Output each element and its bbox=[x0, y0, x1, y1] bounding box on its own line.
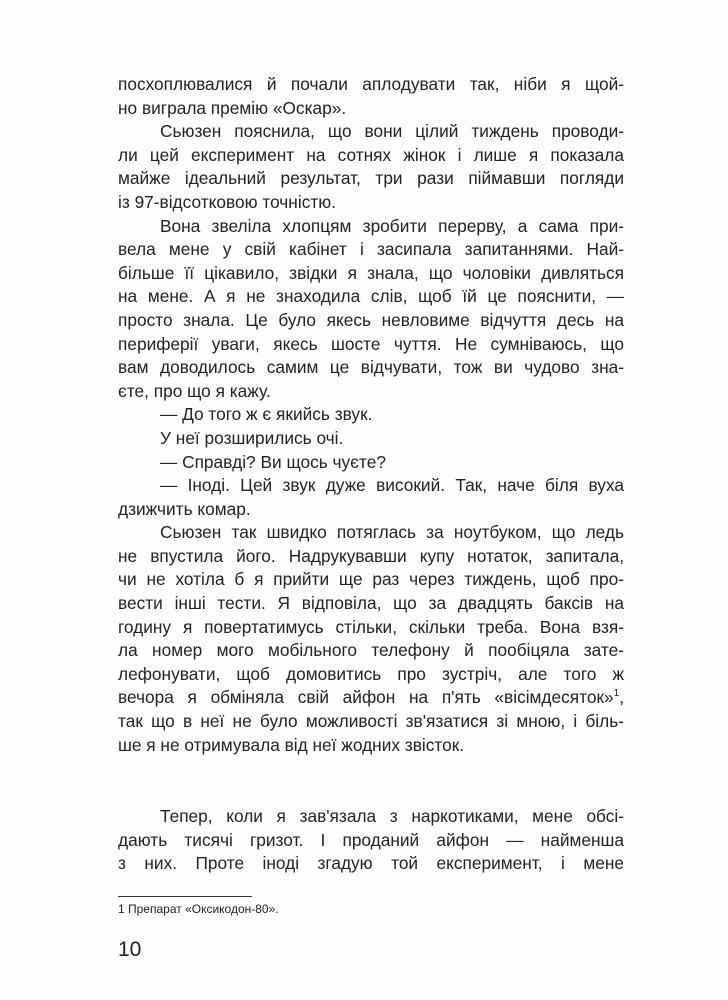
line-text: ли цей експеримент на сотнях жінок і лише я показала bbox=[118, 144, 624, 165]
line-text: більше її цікавило, звідки я знала, що чоловіки дивляться bbox=[118, 262, 624, 283]
text-line bbox=[118, 852, 624, 876]
line-text: на мене. А я не знаходила слів, щоб їй це пояснити, — bbox=[118, 286, 624, 307]
line-text: посхоплювалися й почали аплодувати так, ніби я щой- bbox=[118, 74, 624, 94]
line-text: лефонувати, щоб домовитись про зустріч, але того ж bbox=[118, 663, 624, 684]
text-line: вечора я обміняла свій айфон на п'ять «вісімдесяток»$^1$, bbox=[118, 687, 624, 708]
text-line bbox=[118, 262, 624, 286]
line-text: чи не хотіла б я прийти ще раз через тиждень, щоб про- bbox=[118, 569, 624, 590]
line-text: годину я повертатимусь стільки, скільки треба. Вона взя- bbox=[118, 616, 624, 637]
text-line bbox=[118, 427, 624, 451]
line-text: не впустила його. Надрукувавши купу нотаток, запитала, bbox=[118, 545, 624, 566]
text-line bbox=[118, 639, 624, 663]
text-line bbox=[118, 73, 624, 97]
line-text: — Іноді. Цей звук дуже високий. Так, наче біля вуха bbox=[160, 475, 624, 496]
body-text-block-2 bbox=[118, 805, 624, 876]
line-text: Тепер, коли я зав'язала з наркотиками, мене обсі- bbox=[160, 806, 624, 826]
text-line bbox=[118, 333, 624, 357]
text-line bbox=[118, 309, 624, 333]
text-line bbox=[118, 97, 624, 121]
text-line bbox=[118, 498, 624, 522]
line-text: вела мене у свій кабінет і засипала запитаннями. Най- bbox=[118, 239, 624, 260]
text-line bbox=[118, 474, 624, 498]
footnote-reference: 1 bbox=[613, 688, 620, 700]
line-text: із 97-відсотковою точністю. bbox=[118, 191, 337, 212]
footnote: 1 Препарат «Оксикодон-80». bbox=[118, 902, 279, 916]
text-line bbox=[118, 710, 624, 734]
footnote-divider bbox=[118, 896, 252, 897]
line-text: вечора я обміняла свій айфон на п'ять «вісімдесяток» bbox=[118, 687, 614, 708]
text-line bbox=[118, 120, 624, 144]
text-line bbox=[118, 403, 624, 427]
text-line bbox=[118, 356, 624, 380]
line-text: — Справді? Ви щось чуєте? bbox=[160, 451, 386, 472]
text-line bbox=[118, 663, 624, 687]
text-line bbox=[118, 545, 624, 569]
text-line bbox=[118, 734, 624, 758]
text-line bbox=[118, 521, 624, 545]
body-text-block-1 bbox=[118, 73, 624, 757]
text-line bbox=[118, 380, 624, 404]
text-line bbox=[118, 568, 624, 592]
text-line bbox=[118, 144, 624, 168]
text-line bbox=[118, 285, 624, 309]
line-text: вести інші тести. Я відповіла, що за двадцять баксів на bbox=[118, 593, 624, 614]
line-text: Сьюзен так швидко потяглась за ноутбуком, що ледь bbox=[160, 522, 624, 543]
line-text: но виграла премію «Оскар». bbox=[118, 97, 347, 118]
line-text: дають тисячі гризот. І проданий айфон — найменша bbox=[118, 829, 624, 850]
line-text: просто знала. Це було якесь невловиме відчуття десь на bbox=[118, 309, 624, 330]
line-text: Сьюзен пояснила, що вони цілий тиждень проводи- bbox=[160, 121, 624, 142]
line-text: вам доводилось самим це відчувати, тож ви чудово зна- bbox=[118, 357, 624, 378]
line-text: — До того ж є якийсь звук. bbox=[160, 404, 373, 425]
line-text: У неї розширились очі. bbox=[160, 427, 344, 448]
text-line bbox=[118, 829, 624, 853]
text-line bbox=[118, 592, 624, 616]
line-text: Вона звеліла хлопцям зробити перерву, а сама при- bbox=[160, 215, 624, 236]
line-text: периферії уваги, якесь шосте чуття. Не сумніваюсь, що bbox=[118, 333, 624, 354]
text-line bbox=[118, 238, 624, 262]
line-text: дзижчить комар. bbox=[118, 498, 251, 519]
page-number: 10 bbox=[118, 938, 142, 961]
text-line bbox=[118, 805, 624, 829]
text-line bbox=[118, 451, 624, 475]
line-text: єте, про що я кажу. bbox=[118, 380, 271, 401]
line-text: ла номер мого мобільного телефону й пообіцяла зате- bbox=[118, 640, 624, 661]
line-text: з них. Проте іноді згадую той експеримент, і мене bbox=[118, 853, 624, 874]
text-line bbox=[118, 167, 624, 191]
text-line bbox=[118, 215, 624, 239]
line-text: ше я не отримувала від неї жодних звісток. bbox=[118, 734, 465, 755]
line-text: майже ідеальний результат, три рази піймавши погляди bbox=[118, 168, 624, 189]
line-text: так що в неї не було можливості зв'язатися зі мною, і біль- bbox=[118, 711, 624, 732]
text-line bbox=[118, 616, 624, 640]
text-line bbox=[118, 191, 624, 215]
